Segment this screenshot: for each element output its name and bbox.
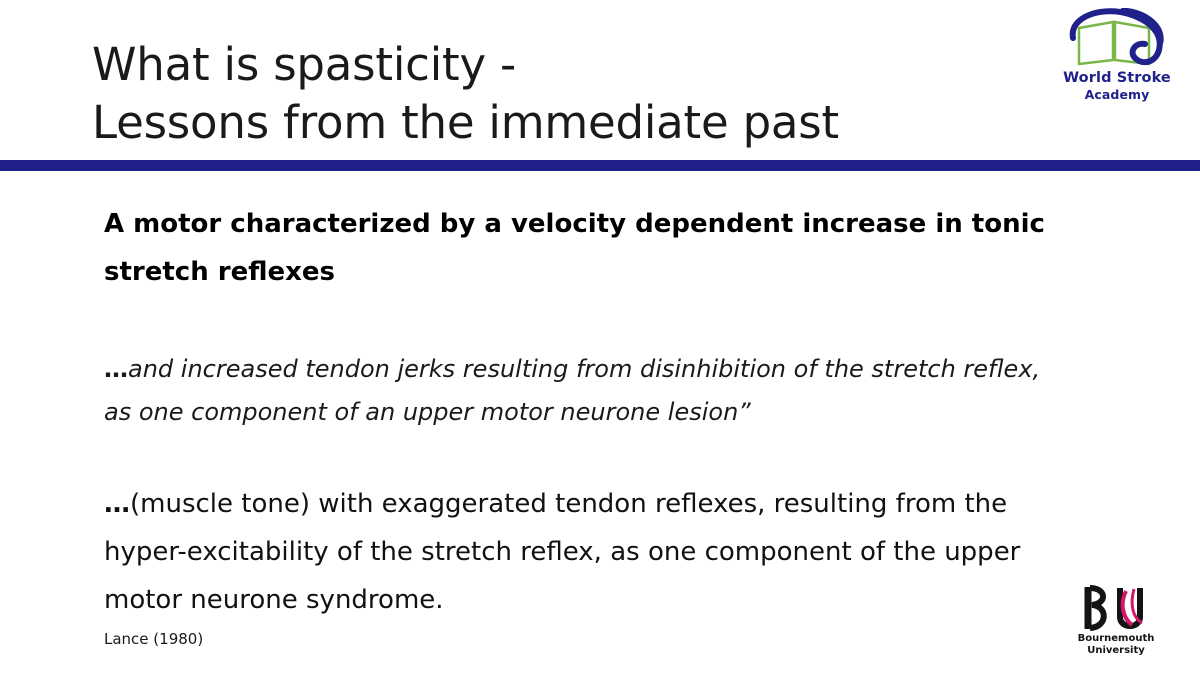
second-definition-text: (muscle tone) with exaggerated tendon reflexes, resulting from the hyper-excitability of the stretch reflex, as one component of the upper motor neurone syndrome.	[104, 489, 1021, 615]
quote-lead-ellipsis: …	[104, 355, 128, 383]
spacer	[104, 434, 1094, 480]
wsa-logo-line-2: Academy	[1084, 87, 1150, 102]
world-stroke-academy-logo	[1056, 8, 1178, 120]
title-line-2: Lessons from the immediate past	[92, 96, 840, 149]
citation-text: Lance (1980)	[104, 630, 204, 648]
page-title	[92, 36, 992, 152]
title-line-1: What is spasticity -	[92, 38, 517, 91]
quote-italic-paragraph	[104, 348, 1064, 434]
spacer	[104, 296, 1094, 348]
bu-monogram-icon	[1064, 583, 1168, 633]
wsa-logo-line-1: World Stroke	[1063, 70, 1171, 86]
open-book-swoosh-icon	[1063, 8, 1171, 70]
title-divider-bar	[0, 160, 1200, 171]
quote-italic-text: and increased tendon jerks resulting from disinhibition of the stretch reflex, as one component of an upper motor neurone lesion”	[104, 355, 1041, 426]
slide-body	[104, 200, 1094, 648]
bu-logo-line-2: University	[1087, 644, 1145, 656]
second-lead-ellipsis: …	[104, 489, 130, 519]
bu-logo-line-1: Bournemouth	[1077, 633, 1155, 644]
bournemouth-university-logo	[1064, 583, 1168, 661]
second-definition-paragraph	[104, 480, 1079, 624]
definition-bold-text: A motor characterized by a velocity dependent increase in tonic stretch reflexes	[104, 209, 1045, 287]
